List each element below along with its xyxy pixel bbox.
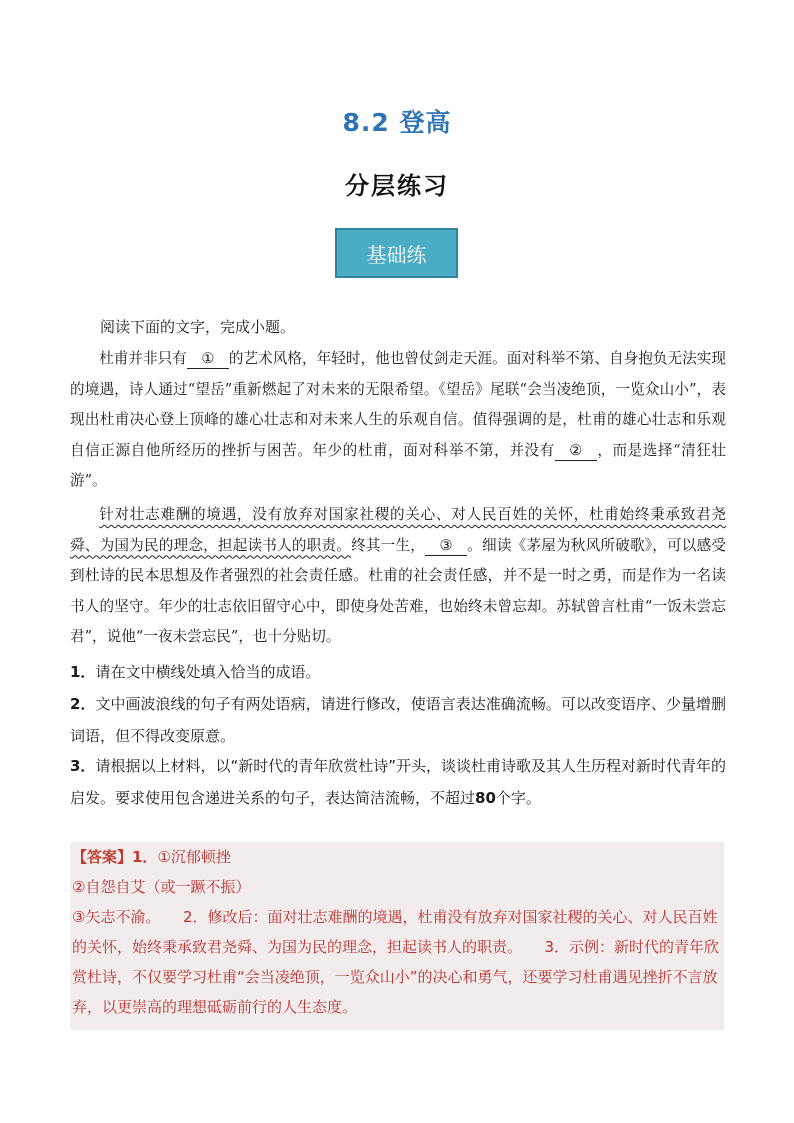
- passage-paragraph-2: [70, 500, 726, 653]
- passage-text: ，而是选择“清狂壮游”。: [70, 441, 726, 489]
- question-3: [70, 750, 726, 814]
- passage-text: 的艺术风格，年轻时，他也曾仗剑走天涯。面对科举不第、自身抱负无法实现的境遇，诗人通过“望岳”重新燃起了对未来的无限希望。《望岳》尾联“会当凌绝顶，一览众山小”，表现出杜甫决心登上顶峰的雄心壮志和对未来人生的乐观自信。值得强调的是，杜甫的雄心壮志和乐观自信正源自他所经历的挫折与困苦。年少的杜甫，面对科举不第，并没有: [70, 350, 726, 459]
- question-text: 请根据以上材料，以“新时代的青年欣赏杜诗”开头，谈谈杜甫诗歌及其人生历程对新时代青年的启发。要求使用包含递进关系的句子，表达简洁流畅，不超过: [70, 757, 727, 807]
- blank-2: ②: [555, 442, 597, 461]
- page-title: 8.2 登高: [342, 108, 452, 137]
- passage-text: 杜甫并非只有: [99, 350, 187, 367]
- page-subtitle: 分层练习: [345, 172, 449, 200]
- answer-text: ①沉郁顿挫: [157, 848, 231, 866]
- blank-3: ③: [425, 537, 467, 556]
- section-badge: 基础练: [335, 228, 458, 278]
- answer-line-2: ②自怨自艾（或一蹶不振）: [72, 878, 251, 896]
- question-2: [70, 688, 726, 752]
- question-1: [70, 656, 726, 688]
- wavy-underlined-sentence: 针对壮志难酬的境遇，没有放弃对国家社稷的关心、对人民百姓的关怀，杜甫始终秉承致君尧舜、为国为民的理念，担起读书人的职责。: [70, 506, 726, 554]
- question-number: 3．: [70, 757, 96, 775]
- answer-tag: 【答案】1．: [72, 848, 158, 866]
- word-limit-number: 80: [475, 789, 496, 807]
- passage-paragraph-1: [70, 344, 726, 497]
- answer-box: [70, 842, 724, 1030]
- question-text: 个字。: [495, 789, 541, 807]
- question-text: 文中画波浪线的句子有两处语病，请进行修改，使语言表达准确流畅。可以改变语序、少量增删词语，但不得改变原意。: [70, 695, 726, 745]
- question-number: 2．: [70, 695, 96, 713]
- question-number: 1．: [70, 663, 96, 681]
- blank-1: ①: [187, 350, 229, 369]
- passage-text: 。细读《茅屋为秋风所破歌》，可以感受到杜诗的民本思想及作者强烈的社会责任感。杜甫的社会责任感，并不是一时之勇，而是作为一名读书人的坚守。年少的壮志依旧留守心中，即使身处苦难，也始终未曾忘却。苏轼曾言杜甫“一饭未尝忘君”，说他“一夜未尝忘民”，也十分贴切。: [70, 536, 726, 645]
- instruction-text: 阅读下面的文字，完成小题。: [100, 318, 296, 336]
- passage-text: 终其一生，: [351, 536, 426, 554]
- answer-line-3: ③矢志不渝。 2．修改后：面对壮志难酬的境遇，杜甫没有放弃对国家社稷的关心、对人民百姓的关怀，始终秉承致君尧舜、为国为民的理念，担起读书人的职责。 3．示例：新时代的青年欣赏杜诗，不仅要学习杜甫“会当凌绝顶，一览众山小”的决心和勇气，还要学习杜甫遇见挫折不言放弃，以更崇高的理想砥砺前行的人生态度。: [72, 908, 720, 1016]
- question-text: 请在文中横线处填入恰当的成语。: [95, 663, 321, 681]
- answer-line-1: [72, 842, 722, 872]
